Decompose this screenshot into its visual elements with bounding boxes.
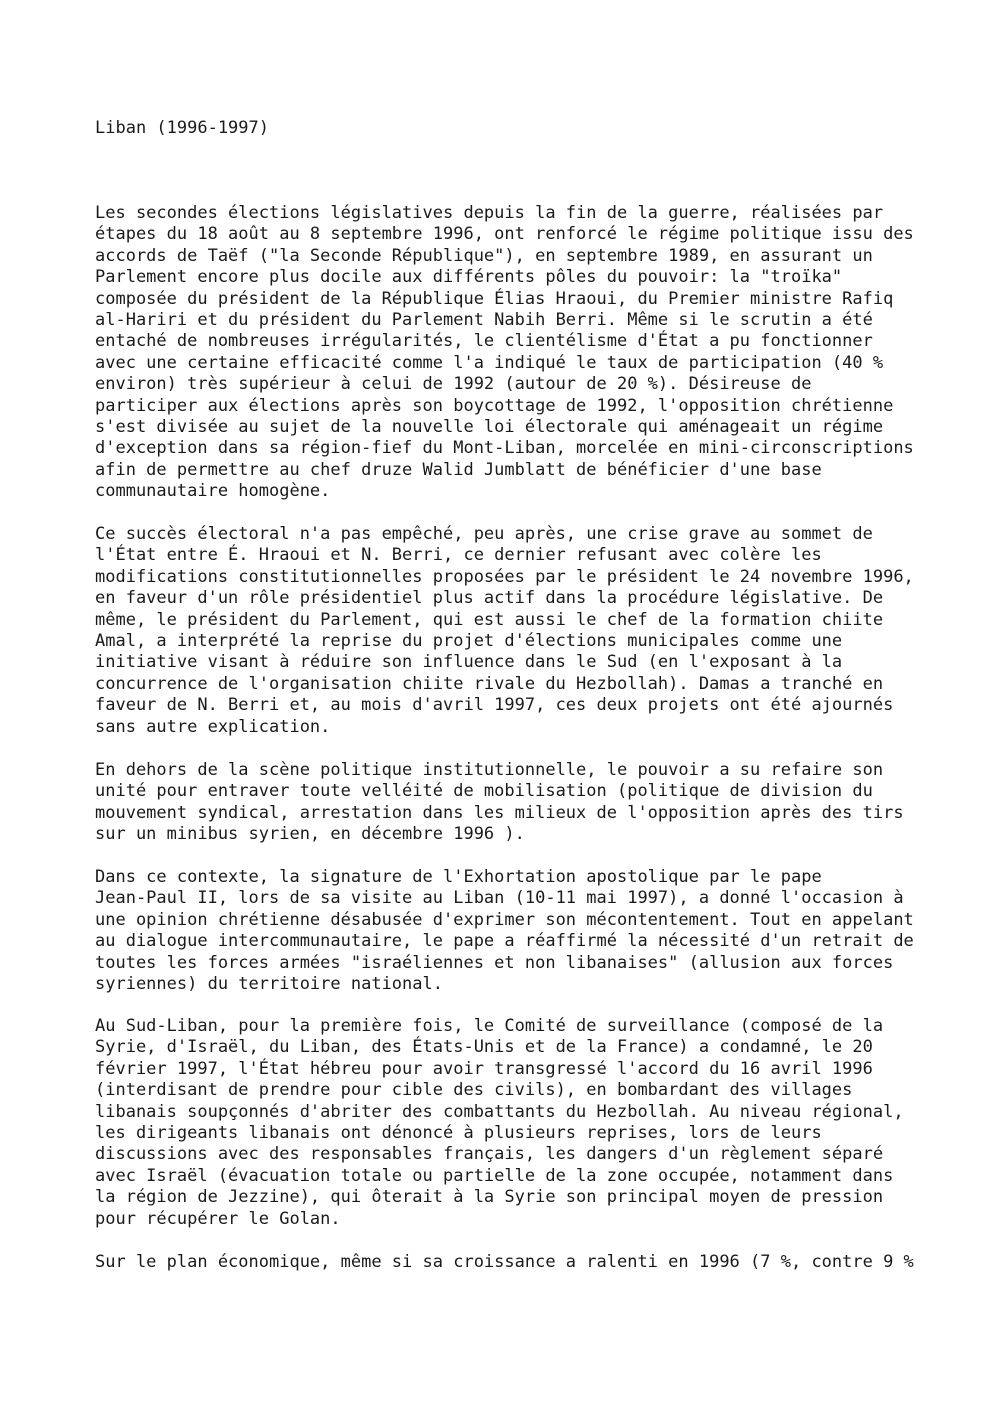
paragraph-crisis: Ce succès électoral n'a pas empêché, peu après, une crise grave au sommet de l'État entre É. Hraoui et N. Berri, ce dernier refusant avec colère les modifications constitutionnelles proposées par le président le 24 novembre 1996, en faveur d'un rôle présidentiel plus actif dans la procédure législative. De même, le président du Parlement, qui est aussi le chef de la formation chiite Amal, a interprété la reprise du projet d'élections municipales comme une initiative visant à réduire son influence dans le Sud (en l'exposant à la concurrence de l'organisation chiite rivale du Hezbollah). Damas a tranché en faveur de N. Berri et, au mois d'avril 1997, ces deux projets ont été ajournés sans autre explication.: [95, 524, 914, 737]
paragraph-papal-visit: Dans ce contexte, la signature de l'Exhortation apostolique par le pape Jean-Paul II, lors de sa visite au Liban (10-11 mai 1997), a donné l'occasion à une opinion chrétienne désabusée d'exprimer son mécontentement. Tout en appelant au dialogue intercommunautaire, le pape a réaffirmé la nécessité d'un retrait de toutes les forces armées "israéliennes et non libanaises" (allusion aux forces syriennes) du territoire national.: [95, 867, 914, 995]
paragraph-economy: Sur le plan économique, même si sa croissance a ralenti en 1996 (7 %, contre 9 %: [95, 1252, 914, 1272]
document-title: Liban (1996-1997): [95, 118, 269, 138]
paragraph-south-lebanon: Au Sud-Liban, pour la première fois, le Comité de surveillance (composé de la Syrie, d'Israël, du Liban, des États-Unis et de la France) a condamné, le 20 février 1997, l'État hébreu pour avoir transgressé l'accord du 16 avril 1996 (interdisant de prendre pour cible des civils), en bombardant des villages libanais soupçonnés d'abriter des combattants du Hezbollah. Au niveau régional, les dirigeants libanais ont dénoncé à plusieurs reprises, lors de leurs discussions avec des responsables français, les dangers d'un règlement séparé avec Israël (évacuation totale ou partielle de la zone occupée, notamment dans la région de Jezzine), qui ôterait à la Syrie son principal moyen de pression pour récupérer le Golan.: [95, 1016, 904, 1229]
paragraph-elections: Les secondes élections législatives depuis la fin de la guerre, réalisées par étapes du 18 août au 8 septembre 1996, ont renforcé le régime politique issu des accords de Taëf ("la Seconde République"), en septembre 1989, en assurant un Parlement encore plus docile aux différents pôles du pouvoir: la "troïka" composée du président de la République Élias Hraoui, du Premier ministre Rafiq al-Hariri et du président du Parlement Nabih Berri. Même si le scrutin a été entaché de nombreuses irrégularités, le clientélisme d'État a pu fonctionner avec une certaine efficacité comme l'a indiqué le taux de participation (40 % environ) très supérieur à celui de 1992 (autour de 20 %). Désireuse de participer aux élections après son boycottage de 1992, l'opposition chrétienne s'est divisée au sujet de la nouvelle loi électorale qui aménageait un régime d'exception dans sa région-fief du Mont-Liban, morcelée en mini-circonscriptions afin de permettre au chef druze Walid Jumblatt de bénéficier d'une base communautaire homogène.: [95, 203, 914, 502]
paragraph-power-unity: En dehors de la scène politique institutionnelle, le pouvoir a su refaire son unité pour entraver toute velléité de mobilisation (politique de division du mouvement syndical, arrestation dans les milieux de l'opposition après des tirs sur un minibus syrien, en décembre 1996 ).: [95, 760, 904, 845]
